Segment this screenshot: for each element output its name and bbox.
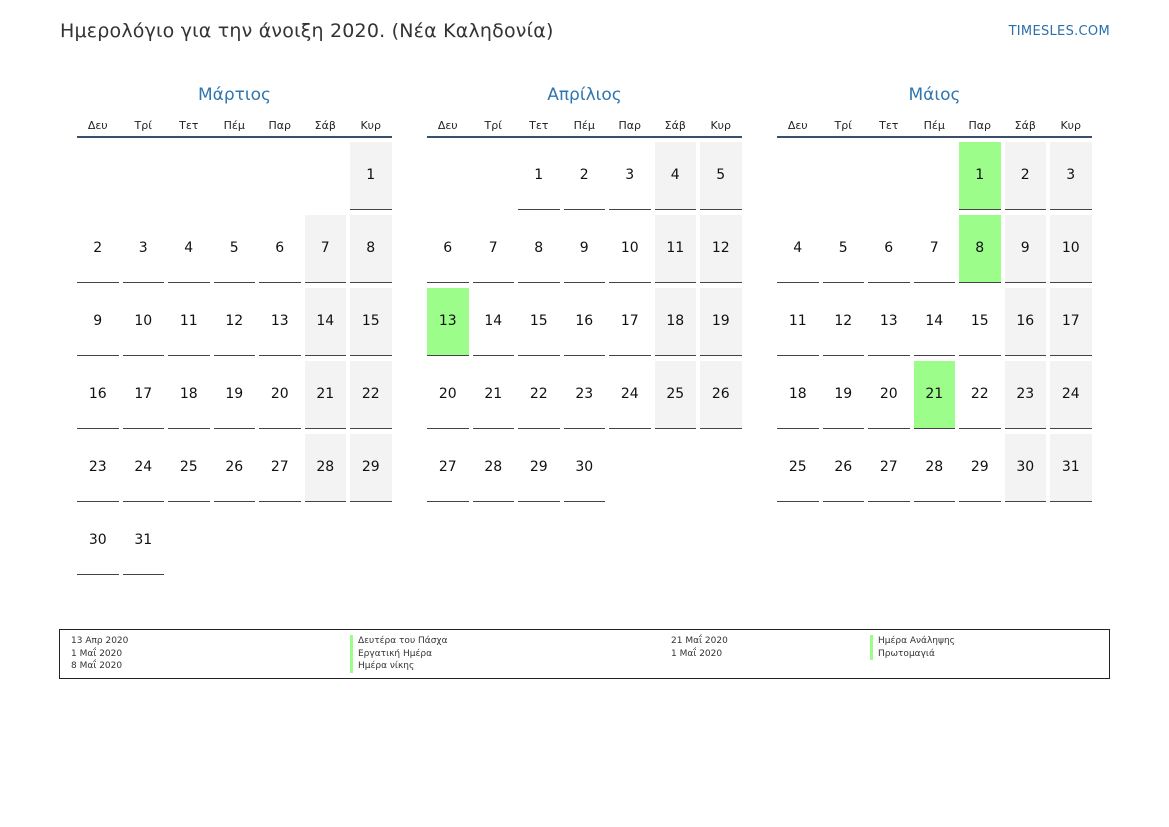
day-cell[interactable]: 6 bbox=[259, 215, 301, 283]
weekday-label: Κυρ bbox=[710, 119, 732, 132]
day-cell[interactable]: 24 bbox=[1050, 361, 1092, 429]
day-cell[interactable]: 23 bbox=[564, 361, 606, 429]
day-cell[interactable]: 2 bbox=[564, 142, 606, 210]
day-cell[interactable]: 13 bbox=[259, 288, 301, 356]
day-cell[interactable]: 8 bbox=[518, 215, 560, 283]
day-cell[interactable]: 9 bbox=[1005, 215, 1047, 283]
day-grid bbox=[77, 142, 392, 575]
day-cell[interactable]: 20 bbox=[868, 361, 910, 429]
day-cell[interactable]: 12 bbox=[214, 288, 256, 356]
legend-date: 1 Μαΐ 2020 bbox=[71, 648, 123, 659]
day-cell[interactable]: 17 bbox=[1050, 288, 1092, 356]
day-cell[interactable]: 8 bbox=[350, 215, 392, 283]
day-cell[interactable]: 4 bbox=[168, 215, 210, 283]
holiday-day-cell[interactable]: 8 bbox=[959, 215, 1001, 283]
day-cell[interactable]: 16 bbox=[564, 288, 606, 356]
day-cell[interactable]: 24 bbox=[123, 434, 165, 502]
weekday-label: Δευ bbox=[787, 119, 808, 132]
legend-left-dates bbox=[71, 635, 128, 673]
day-grid bbox=[427, 142, 742, 502]
day-cell[interactable]: 17 bbox=[609, 288, 651, 356]
month-may bbox=[777, 84, 1092, 502]
empty-day-cell bbox=[427, 142, 469, 210]
day-cell[interactable]: 30 bbox=[564, 434, 606, 502]
weekday-label: Τετ bbox=[529, 119, 549, 132]
day-cell[interactable]: 26 bbox=[823, 434, 865, 502]
day-cell[interactable]: 4 bbox=[777, 215, 819, 283]
day-cell[interactable]: 27 bbox=[259, 434, 301, 502]
day-cell[interactable]: 25 bbox=[777, 434, 819, 502]
weekday-label: Παρ bbox=[268, 119, 291, 132]
legend-left-names bbox=[350, 635, 448, 673]
empty-day-cell bbox=[168, 507, 210, 575]
day-cell[interactable]: 22 bbox=[518, 361, 560, 429]
month-name: Μάρτιος bbox=[197, 85, 272, 105]
day-cell[interactable]: 22 bbox=[959, 361, 1001, 429]
empty-day-cell bbox=[77, 142, 119, 210]
day-cell[interactable]: 28 bbox=[305, 434, 347, 502]
day-cell[interactable]: 16 bbox=[77, 361, 119, 429]
day-cell[interactable]: 20 bbox=[259, 361, 301, 429]
day-cell[interactable]: 2 bbox=[1005, 142, 1047, 210]
day-cell[interactable]: 7 bbox=[305, 215, 347, 283]
day-cell[interactable]: 25 bbox=[168, 434, 210, 502]
empty-day-cell bbox=[700, 434, 742, 502]
day-cell[interactable]: 5 bbox=[214, 215, 256, 283]
month-april bbox=[427, 84, 742, 502]
empty-day-cell bbox=[777, 142, 819, 210]
day-cell[interactable]: 1 bbox=[518, 142, 560, 210]
weekday-label: Πέμ bbox=[223, 119, 245, 132]
holiday-day-cell[interactable]: 21 bbox=[914, 361, 956, 429]
empty-day-cell bbox=[214, 507, 256, 575]
day-cell[interactable]: 12 bbox=[823, 288, 865, 356]
day-cell[interactable]: 14 bbox=[473, 288, 515, 356]
weekday-label: Δευ bbox=[87, 119, 108, 132]
day-cell[interactable]: 28 bbox=[473, 434, 515, 502]
day-cell[interactable]: 25 bbox=[655, 361, 697, 429]
day-cell[interactable]: 18 bbox=[655, 288, 697, 356]
weekday-label: Τρί bbox=[484, 119, 502, 132]
legend-date: 8 Μαΐ 2020 bbox=[71, 661, 123, 671]
day-cell[interactable]: 23 bbox=[1005, 361, 1047, 429]
day-cell[interactable]: 29 bbox=[350, 434, 392, 502]
empty-day-cell bbox=[259, 142, 301, 210]
day-cell[interactable]: 30 bbox=[77, 507, 119, 575]
legend-date: 1 Μαΐ 2020 bbox=[671, 648, 723, 659]
day-cell[interactable]: 21 bbox=[305, 361, 347, 429]
day-cell[interactable]: 10 bbox=[609, 215, 651, 283]
day-cell[interactable]: 3 bbox=[1050, 142, 1092, 210]
day-cell[interactable]: 11 bbox=[168, 288, 210, 356]
day-cell[interactable]: 10 bbox=[1050, 215, 1092, 283]
empty-day-cell bbox=[350, 507, 392, 575]
day-cell[interactable]: 16 bbox=[1005, 288, 1047, 356]
legend-right-names bbox=[870, 635, 955, 660]
day-cell[interactable]: 9 bbox=[564, 215, 606, 283]
day-cell[interactable]: 12 bbox=[700, 215, 742, 283]
weekday-label: Πέμ bbox=[573, 119, 595, 132]
weekday-label: Τετ bbox=[879, 119, 899, 132]
legend-holiday-name: Ημέρα νίκης bbox=[350, 660, 448, 673]
legend-holiday-name: Ημέρα Ανάληψης bbox=[870, 635, 955, 648]
day-cell[interactable]: 29 bbox=[518, 434, 560, 502]
day-cell[interactable]: 6 bbox=[427, 215, 469, 283]
legend-date: 13 Απρ 2020 bbox=[71, 636, 129, 646]
day-cell[interactable]: 23 bbox=[77, 434, 119, 502]
day-cell[interactable]: 20 bbox=[427, 361, 469, 429]
day-cell[interactable]: 6 bbox=[868, 215, 910, 283]
day-cell[interactable]: 7 bbox=[914, 215, 956, 283]
day-cell[interactable]: 2 bbox=[77, 215, 119, 283]
weekday-label: Πέμ bbox=[923, 119, 945, 132]
day-cell[interactable]: 24 bbox=[609, 361, 651, 429]
holiday-legend bbox=[59, 629, 1110, 679]
day-cell[interactable]: 4 bbox=[655, 142, 697, 210]
day-cell[interactable]: 27 bbox=[427, 434, 469, 502]
day-cell[interactable]: 22 bbox=[350, 361, 392, 429]
day-cell[interactable]: 7 bbox=[473, 215, 515, 283]
day-cell[interactable]: 1 bbox=[350, 142, 392, 210]
weekday-label: Σάβ bbox=[314, 119, 336, 132]
day-cell[interactable]: 11 bbox=[777, 288, 819, 356]
empty-day-cell bbox=[123, 142, 165, 210]
day-cell[interactable]: 15 bbox=[959, 288, 1001, 356]
day-cell[interactable]: 19 bbox=[700, 288, 742, 356]
holiday-day-cell[interactable]: 1 bbox=[959, 142, 1001, 210]
day-cell[interactable]: 29 bbox=[959, 434, 1001, 502]
day-cell[interactable]: 15 bbox=[350, 288, 392, 356]
weekday-label: Δευ bbox=[437, 119, 458, 132]
legend-date: 21 Μαΐ 2020 bbox=[671, 636, 728, 646]
month-march bbox=[77, 84, 392, 575]
weekday-label: Κυρ bbox=[360, 119, 382, 132]
weekday-label: Παρ bbox=[968, 119, 991, 132]
empty-day-cell bbox=[305, 507, 347, 575]
weekday-label: Κυρ bbox=[1060, 119, 1082, 132]
day-cell[interactable]: 15 bbox=[518, 288, 560, 356]
brand-link[interactable]: TIMESLES.COM bbox=[1008, 24, 1110, 39]
day-cell[interactable]: 31 bbox=[123, 507, 165, 575]
day-cell[interactable]: 3 bbox=[123, 215, 165, 283]
day-cell[interactable]: 10 bbox=[123, 288, 165, 356]
day-cell[interactable]: 27 bbox=[868, 434, 910, 502]
empty-day-cell bbox=[168, 142, 210, 210]
day-cell[interactable]: 19 bbox=[823, 361, 865, 429]
day-cell[interactable]: 13 bbox=[868, 288, 910, 356]
weekday-header bbox=[777, 116, 1092, 138]
page-title: Ημερολόγιο για την άνοιξη 2020. (Νέα Καληδονία) bbox=[60, 20, 554, 42]
weekday-label: Τρί bbox=[834, 119, 852, 132]
day-cell[interactable]: 14 bbox=[305, 288, 347, 356]
day-cell[interactable]: 18 bbox=[777, 361, 819, 429]
month-name: Μάιος bbox=[908, 85, 961, 105]
day-cell[interactable]: 3 bbox=[609, 142, 651, 210]
day-cell[interactable]: 5 bbox=[823, 215, 865, 283]
weekday-label: Σάβ bbox=[664, 119, 686, 132]
legend-holiday-name: Πρωτομαγιά bbox=[870, 648, 955, 661]
empty-day-cell bbox=[609, 434, 651, 502]
empty-day-cell bbox=[655, 434, 697, 502]
empty-day-cell bbox=[868, 142, 910, 210]
empty-day-cell bbox=[214, 142, 256, 210]
day-cell[interactable]: 30 bbox=[1005, 434, 1047, 502]
day-cell[interactable]: 5 bbox=[700, 142, 742, 210]
empty-day-cell bbox=[305, 142, 347, 210]
weekday-label: Τετ bbox=[179, 119, 199, 132]
day-cell[interactable]: 18 bbox=[168, 361, 210, 429]
empty-day-cell bbox=[259, 507, 301, 575]
legend-right-dates bbox=[671, 635, 728, 660]
day-cell[interactable]: 19 bbox=[214, 361, 256, 429]
day-cell[interactable]: 31 bbox=[1050, 434, 1092, 502]
weekday-label: Τρί bbox=[134, 119, 152, 132]
empty-day-cell bbox=[823, 142, 865, 210]
day-cell[interactable]: 26 bbox=[214, 434, 256, 502]
day-cell[interactable]: 21 bbox=[473, 361, 515, 429]
holiday-day-cell[interactable]: 13 bbox=[427, 288, 469, 356]
day-cell[interactable]: 9 bbox=[77, 288, 119, 356]
weekday-header bbox=[427, 116, 742, 138]
day-cell[interactable]: 26 bbox=[700, 361, 742, 429]
empty-day-cell bbox=[914, 142, 956, 210]
legend-holiday-name: Δευτέρα του Πάσχα bbox=[350, 635, 448, 648]
day-cell[interactable]: 14 bbox=[914, 288, 956, 356]
empty-day-cell bbox=[473, 142, 515, 210]
legend-holiday-name: Εργατική Ημέρα bbox=[350, 648, 448, 661]
day-cell[interactable]: 11 bbox=[655, 215, 697, 283]
day-cell[interactable]: 17 bbox=[123, 361, 165, 429]
day-grid bbox=[777, 142, 1092, 502]
day-cell[interactable]: 28 bbox=[914, 434, 956, 502]
weekday-label: Σάβ bbox=[1014, 119, 1036, 132]
weekday-header bbox=[77, 116, 392, 138]
weekday-label: Παρ bbox=[618, 119, 641, 132]
month-name: Απρίλιος bbox=[547, 85, 622, 105]
